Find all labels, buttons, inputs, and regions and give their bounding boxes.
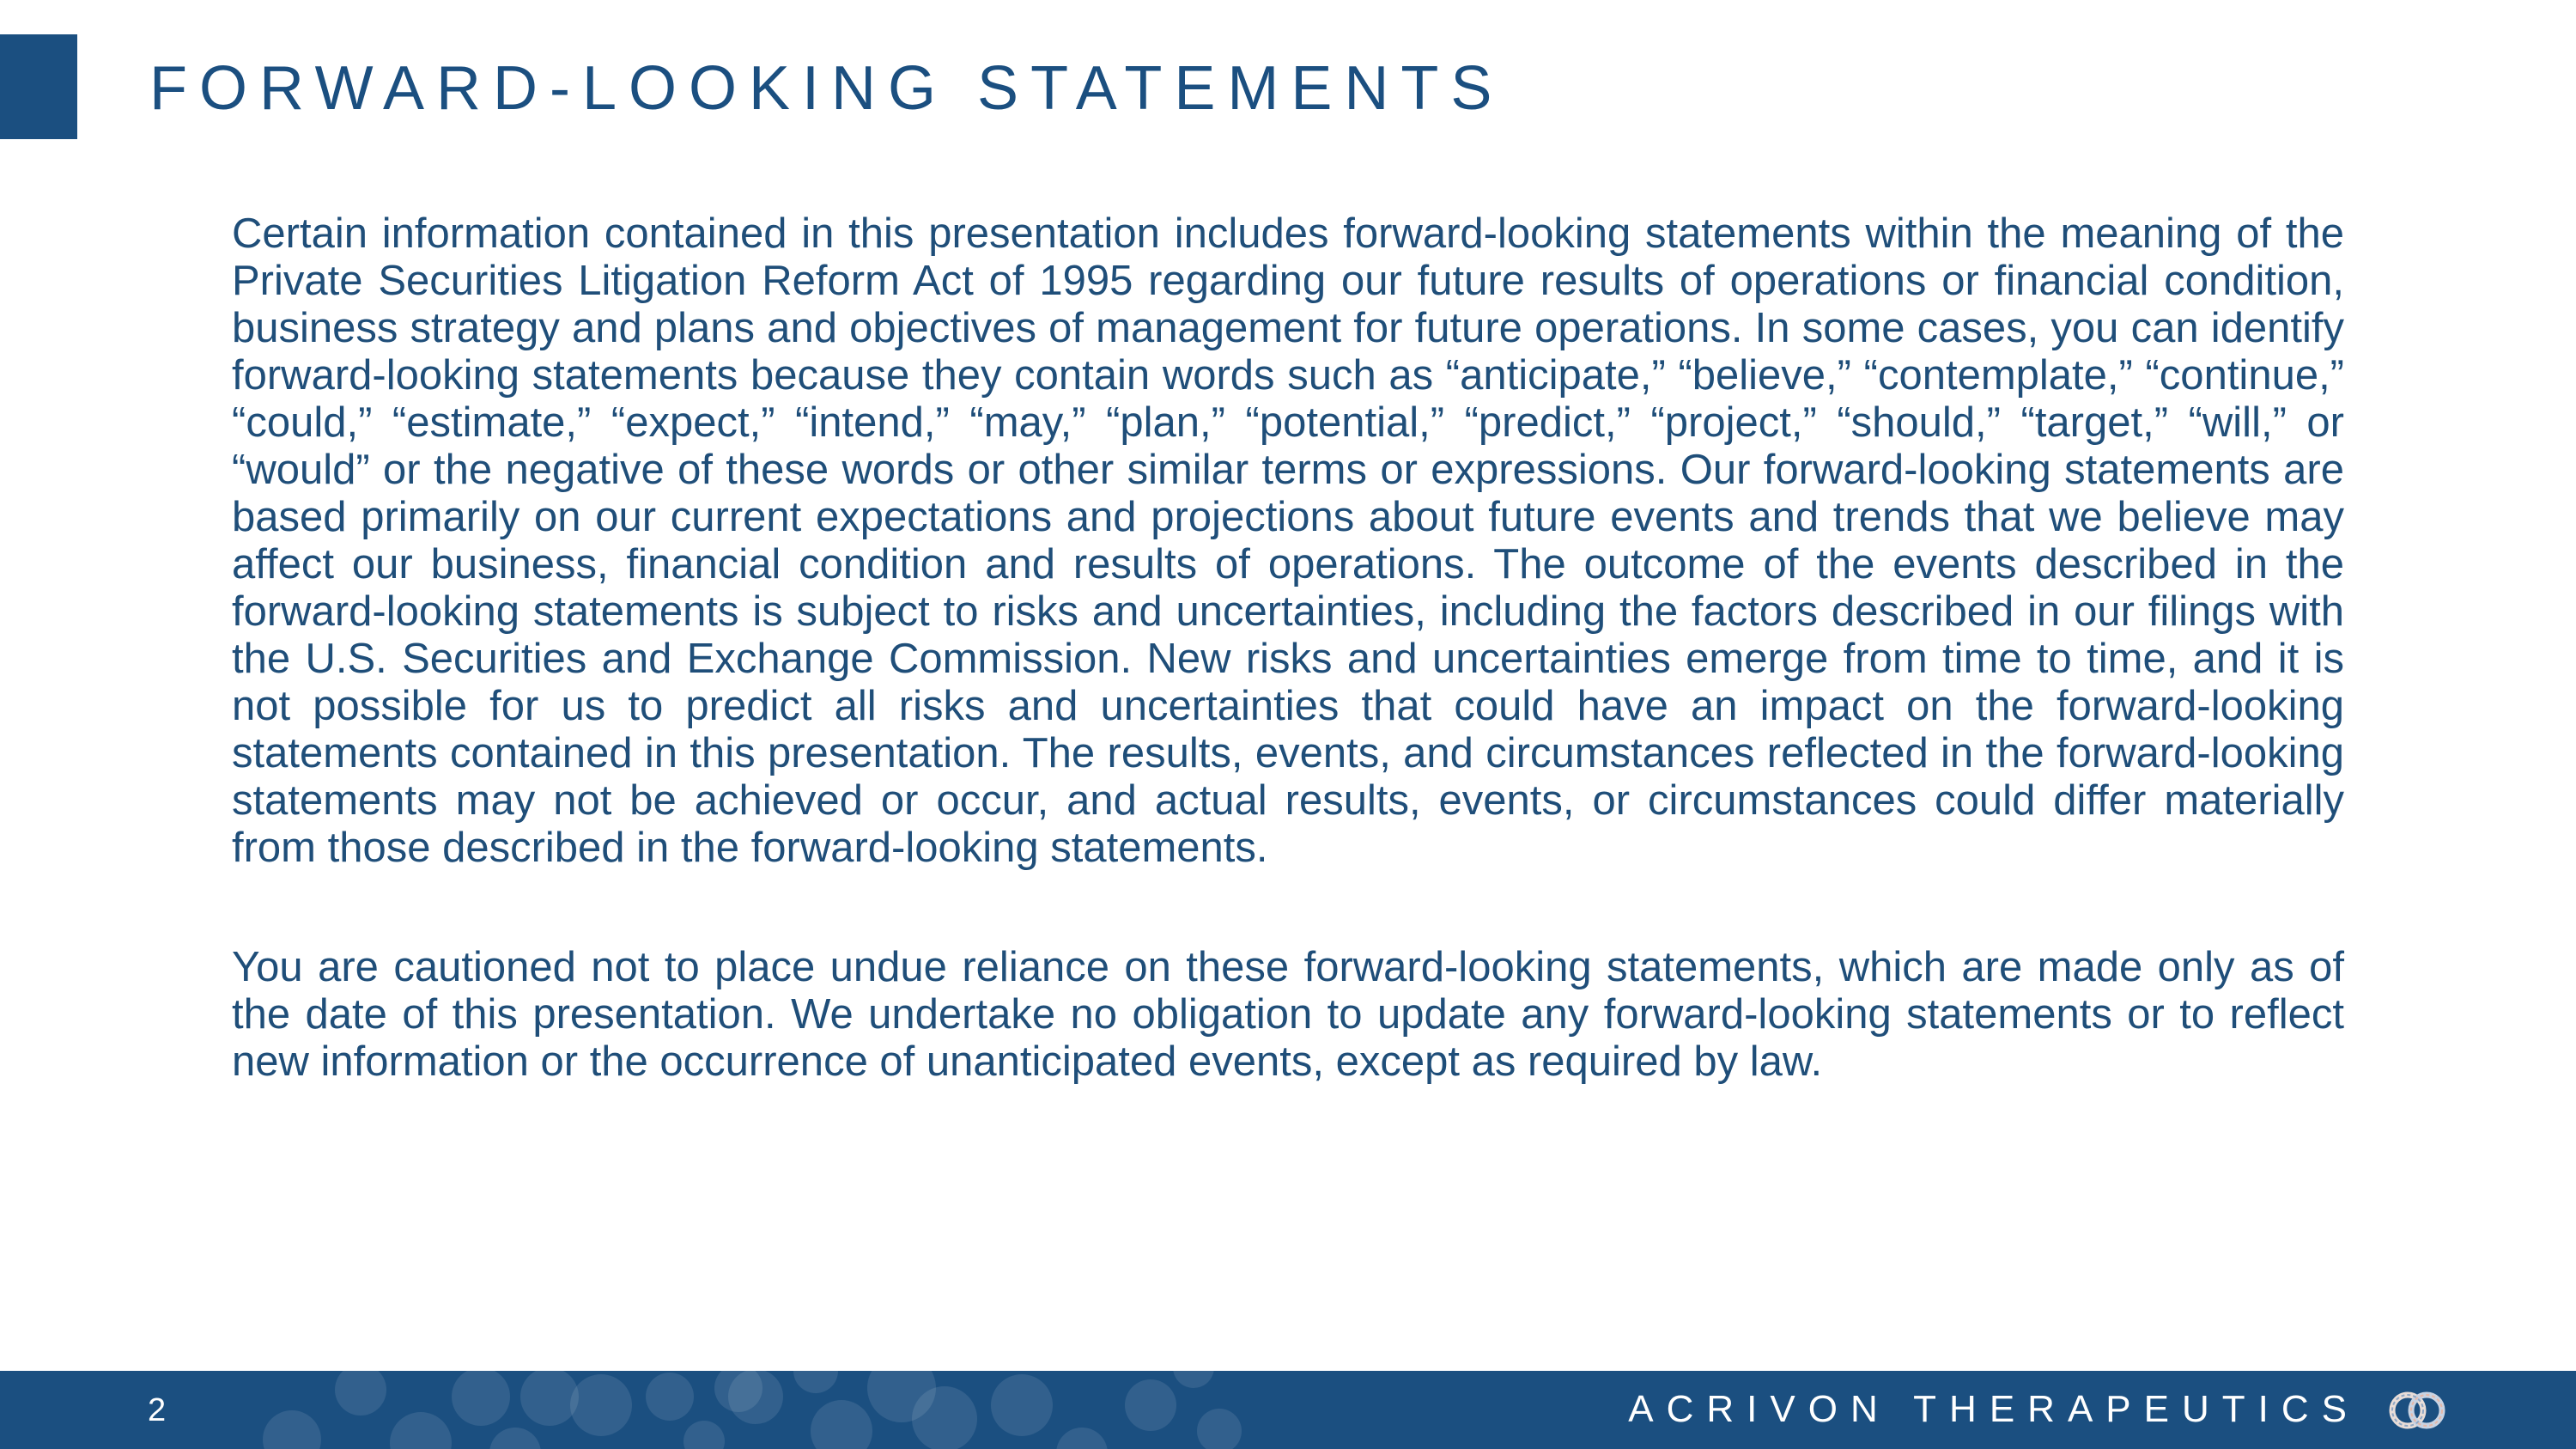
brand-name: ACRIVON THERAPEUTICS [1628,1388,2360,1430]
disclaimer-paragraph-1: Certain information contained in this presentation includes forward-looking statements within the meaning of the Private Securities Litigation Reform Act of 1995 regarding our future results of operations or financial condition, business strategy and plans and objectives of management for future operations. In some cases, you can identify forward-looking statements because they contain words such as “anticipate,” “believe,” “contemplate,” “continue,” “could,” “estimate,” “expect,” “intend,” “may,” “plan,” “potential,” “predict,” “project,” “should,” “target,” “will,” or “would” or the negative of these words or other similar terms or expressions. Our forward-looking statements are based primarily on our current expectations and projections about future events and trends that we believe may affect our business, financial condition and results of operations. The outcome of the events described in the forward-looking statements is subject to risks and uncertainties, including the factors described in our filings with the U.S. Securities and Exchange Commission. New risks and uncertainties emerge from time to time, and it is not possible for us to predict all risks and uncertainties that could have an impact on the forward-looking statements contained in this presentation. The results, events, and circumstances reflected in the forward-looking statements may not be achieved or occur, and actual results, events, or circumstances could differ materially from those described in the forward-looking statements. [232,210,2344,871]
disclaimer-paragraph-2: You are cautioned not to place undue reliance on these forward-looking statements, which are made only as of the date of this presentation. We undertake no obligation to update any forward-looking statements or to reflect new information or the occurrence of unanticipated events, except as required by law. [232,944,2344,1085]
decorative-dot-pattern [0,1371,1374,1449]
interlocking-rings-logo-icon [2385,1386,2449,1434]
disclaimer-body [232,210,2344,1086]
slide-title: FORWARD-LOOKING STATEMENTS [149,54,1504,123]
footer-bar [0,1371,2576,1449]
page-number: 2 [148,1392,167,1428]
title-accent-bar [0,34,77,139]
